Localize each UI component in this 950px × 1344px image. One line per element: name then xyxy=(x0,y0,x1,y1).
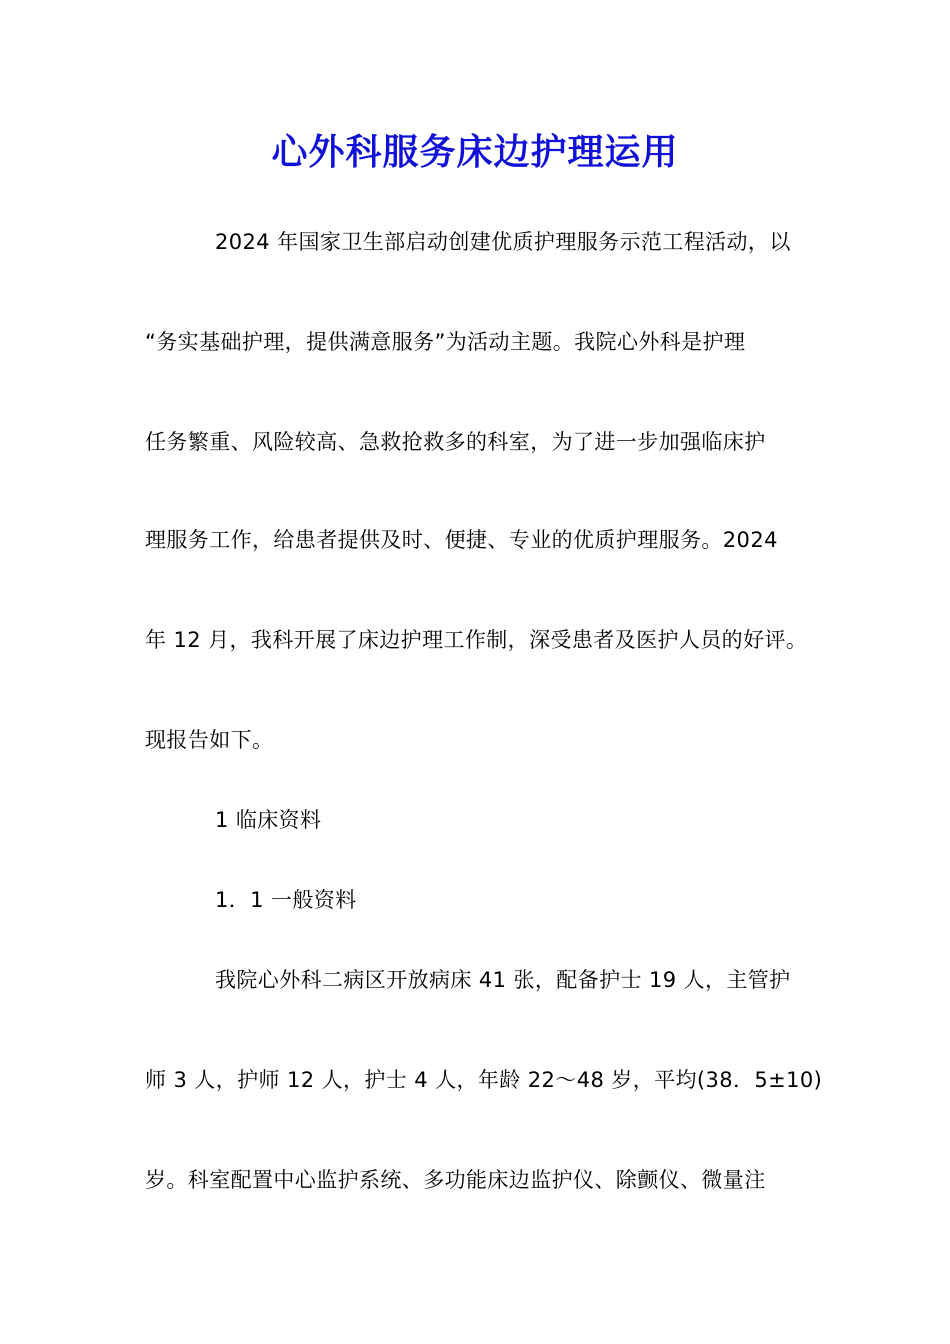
paragraph-line: 2024 年国家卫生部启动创建优质护理服务示范工程活动，以 xyxy=(215,230,791,254)
paragraph-line: 师 3 人，护师 12 人，护士 4 人，年龄 22～48 岁，平均(38．5±10) xyxy=(145,1068,823,1092)
paragraph-line: 岁。科室配置中心监护系统、多功能床边监护仪、除颤仪、微量注 xyxy=(145,1168,766,1192)
paragraph-line: “务实基础护理，提供满意服务”为活动主题。我院心外科是护理 xyxy=(145,330,746,354)
paragraph-line: 年 12 月，我科开展了床边护理工作制，深受患者及医护人员的好评。 xyxy=(145,628,808,652)
paragraph-line: 我院心外科二病区开放病床 41 张，配备护士 19 人，主管护 xyxy=(215,968,791,992)
paragraph-line: 现报告如下。 xyxy=(145,728,274,752)
paragraph-line: 理服务工作，给患者提供及时、便捷、专业的优质护理服务。2024 xyxy=(145,528,778,552)
paragraph-line: 任务繁重、风险较高、急救抢救多的科室，为了进一步加强临床护 xyxy=(145,430,766,454)
document-title: 心外科服务床边护理运用 xyxy=(271,131,679,173)
section-heading: 1 临床资料 xyxy=(215,808,322,832)
subsection-heading: 1．1 一般资料 xyxy=(215,888,357,912)
